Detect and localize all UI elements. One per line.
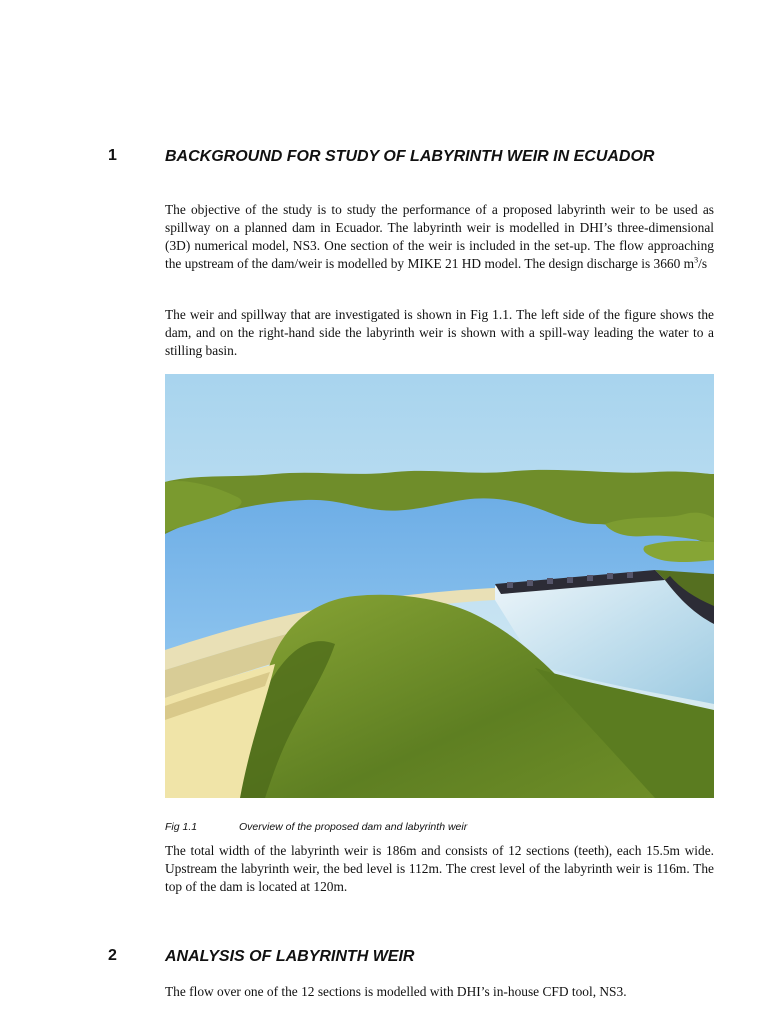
section-1-paragraph-1 [165, 201, 714, 273]
section-2-heading: ANALYSIS OF LABYRINTH WEIR [165, 948, 415, 965]
dam-weir-overview-figure [165, 374, 714, 798]
figure-label: Fig 1.1 [165, 821, 198, 833]
section-2-paragraph-1: The flow over one of the 12 sections is modelled with DHI’s in-house CFD tool, NS3. [165, 984, 627, 999]
paragraph-3: The total width of the labyrinth weir is 186m and consists of 12 sections (teeth), each 15.5m wide. Upstream the labyrinth weir, the bed level is 112m. The crest level of the labyrinth weir is 116m. The top of the dam is located at 120m. [165, 843, 714, 894]
section-1-paragraph-2: The weir and spillway that are investigated is shown in Fig 1.1. The left side of the figure shows the dam, and on the right-hand side the labyrinth weir is shown with a spill-way leading the water to a stilling basin. [165, 307, 714, 358]
section-1-heading: BACKGROUND FOR STUDY OF LABYRINTH WEIR IN ECUADOR [165, 148, 655, 165]
paragraph-1-end: /s [698, 256, 708, 271]
figure-caption: Overview of the proposed dam and labyrinth weir [239, 821, 468, 833]
paragraph-1-main: The objective of the study is to study the performance of a proposed labyrinth weir to be used as spillway on a planned dam in Ecuador. The labyrinth weir is modelled in DHI’s three-dimensional (3D) numerical model, NS3. One section of the weir is included in the set-up. The flow approaching the upstream of the dam/weir is modelled by MIKE 21 HD model. The design discharge is 3660 m [165, 202, 714, 271]
paragraph-1-superscript: 3 [694, 255, 699, 265]
section-1-number: 1 [108, 147, 117, 164]
section-2-number: 2 [108, 947, 117, 964]
